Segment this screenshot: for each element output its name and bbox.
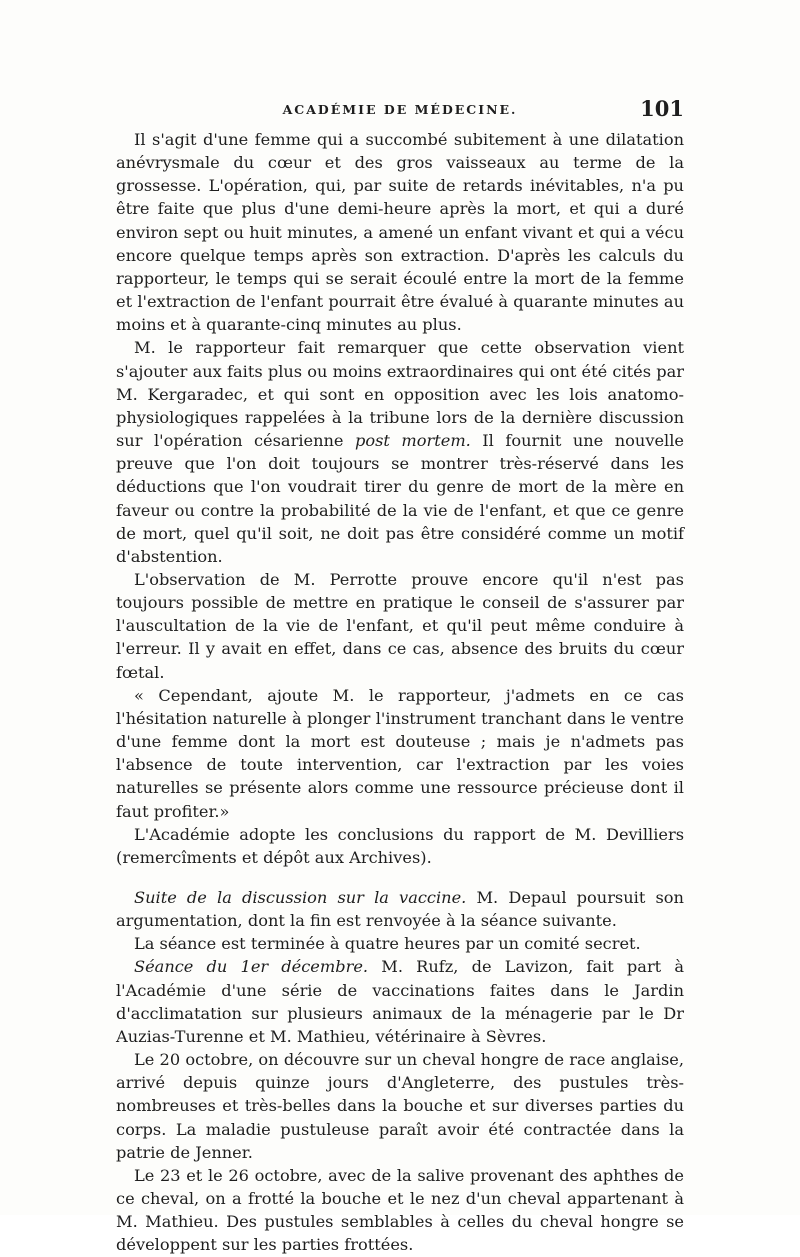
page-body <box>116 128 684 1257</box>
paragraph-5: L'Académie adopte les conclusions du rapport de M. Devilliers (remercîments et dépôt aux Archives). <box>116 824 684 867</box>
italic-phrase: post mortem. <box>355 431 471 451</box>
paragraph-10: Le 23 et le 26 octobre, avec de la salive provenant des aphthes de ce cheval, on a frotté la bouche et le nez d'un cheval appartenant à M. Mathieu. Des pustules semblables à celles du cheval hongre se développent sur les parties frottées. <box>116 1165 684 1255</box>
page-number: 101 <box>640 96 684 121</box>
paragraph-4: « Cependant, ajoute M. le rapporteur, j'admets en ce cas l'hésitation naturelle à plonger l'instrument tranchant dans le ventre d'une femme dont la mort est douteuse ; mais je n'admets pas l'absence de toute intervention, car l'extraction par les voies naturelles se présente alors comme une ressource précieuse dont il faut profiter.» <box>116 685 684 821</box>
paragraph-3: L'observation de M. Perrotte prouve encore qu'il n'est pas toujours possible de mettre en pratique le conseil de s'assurer par l'auscultation de la vie de l'enfant, et qu'il peut même conduire à l'erreur. Il y avait en effet, dans ce cas, absence des bruits du cœur fœtal. <box>116 569 684 682</box>
session-date-italic: Séance du 1er décembre. <box>134 957 369 977</box>
paragraph-7: La séance est terminée à quatre heures par un comité secret. <box>134 934 641 954</box>
paragraph-8: Séance du 1er décembre. M. Rufz, de Lavizon, fait part à l'Académie d'une série de vaccinations faites dans le Jardin d'acclimatation sur plusieurs animaux de la ménagerie par le Dr Auzias-Turenne et M. Mathieu, vétérinaire à Sèvres. <box>116 957 685 1046</box>
paragraph-6: Suite de la discussion sur la vaccine. M. Depaul poursuit son argumentation, dont la fin est renvoyée à la séance suivante. <box>116 888 684 931</box>
running-head: ACADÉMIE DE MÉDECINE. <box>282 102 518 117</box>
paragraph-2: M. le rapporteur fait remarquer que cette observation vient s'ajouter aux faits plus ou moins extraordinaires qui ont été cités par M. Kergaradec, et qui sont en opposition avec les lois anatomo-physiologiques rappelées à la tribune lors de la dernière discussion sur l'opération césarienne post mortem. Il fournit une nouvelle preuve que l'on doit toujours se montrer très-réservé dans les déductions que l'on voudrait tirer du genre de mort de la mère en faveur ou contre la probabilité de la vie de l'enfant, et que ce genre de mort, quel qu'il soit, ne doit pas être considéré comme un motif d'abstention. <box>116 338 684 566</box>
section-heading-italic: Suite de la discussion sur la vaccine. <box>134 888 467 907</box>
page-header <box>116 98 684 126</box>
paragraph-1: Il s'agit d'une femme qui a succombé subitement à une dilatation anévrysmale du cœur et des gros vaisseaux au terme de la grossesse. L'opération, qui, par suite de retards inévitables, n'a pu être faite que plus d'une demi-heure après la mort, et qui a duré environ sept ou huit minutes, a amené un enfant vivant et qui a vécu encore quelque temps après son extraction. D'après les calculs du rapporteur, le temps qui se serait écoulé entre la mort de la femme et l'extraction de l'enfant pourrait être évalué à quarante minutes au moins et à quarante-cinq minutes au plus. <box>116 130 684 335</box>
paragraph-9: Le 20 octobre, on découvre sur un cheval hongre de race anglaise, arrivé depuis quinze jours d'Angleterre, des pustules très-nombreuses et très-belles dans la bouche et sur diverses parties du corps. La maladie pustuleuse paraît avoir été contractée dans la patrie de Jenner. <box>116 1050 684 1162</box>
